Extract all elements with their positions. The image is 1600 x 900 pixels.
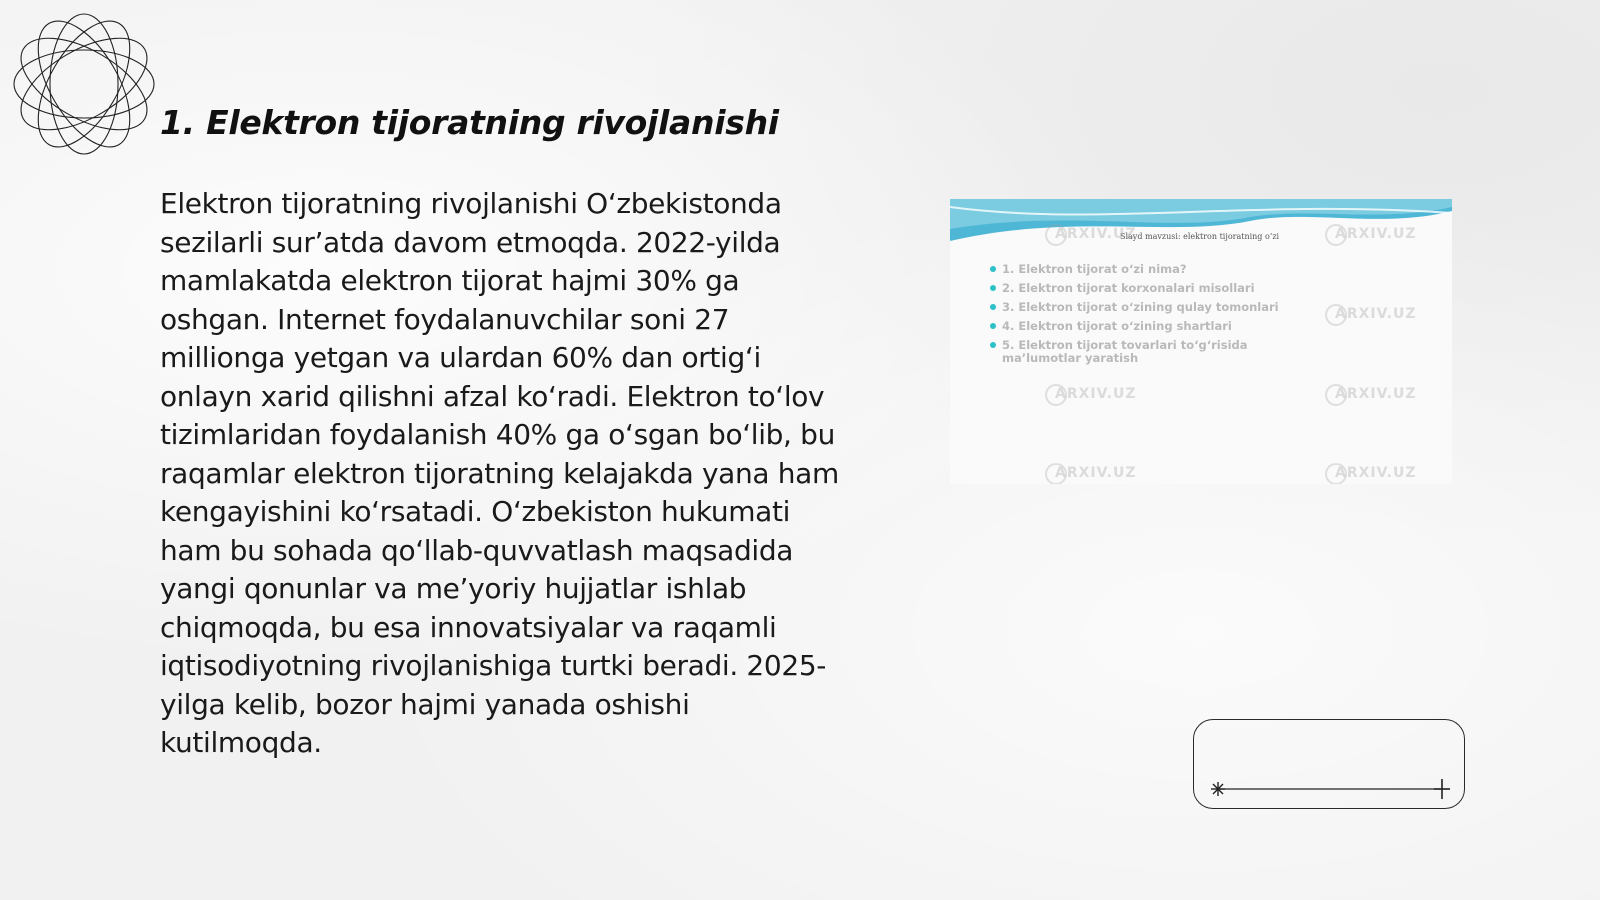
list-item: 1. Elektron tijorat o‘zi nima? [990, 263, 1330, 276]
watermark: ARXIV.UZ [1335, 465, 1417, 481]
sparkle-icon [1211, 782, 1225, 796]
frame-line [1194, 720, 1466, 810]
list-item: 5. Elektron tijorat tovarlari to‘g‘risida ma’lumotlar yaratish [990, 339, 1330, 365]
thumbnail-title: Slayd mavzusi: elektron tijoratning o‘zi [1120, 232, 1280, 241]
watermark: ARXIV.UZ [1055, 465, 1137, 481]
decorative-frame [1193, 719, 1465, 809]
plus-star-icon [1434, 779, 1450, 799]
thumbnail-list [990, 263, 1330, 371]
ornament-circles-icon [10, 10, 158, 158]
slide-title: 1. Elektron tijoratning rivojlanishi [160, 103, 779, 142]
slide-body-text: Elektron tijoratning rivojlanishi O‘zbekistonda sezilarli sur’atda davom etmoqda. 2022-yilda mamlakatda elektron tijorat hajmi 30% ga oshgan. Internet foydalanuvchilar soni 27 millionga yetgan va ulardan 60% dan ortig‘i onlayn xarid qilishni afzal ko‘radi. Elektron to‘lov tizimlaridan foydalanish 40% ga o‘sgan bo‘lib, bu raqamlar elektron tijoratning kelajakda yana ham kengayishini ko‘rsatadi. O‘zbekiston hukumati ham bu sohada qo‘llab-quvvatlash maqsadida yangi qonunlar va me’yoriy hujjatlar ishlab chiqmoqda, bu esa innovatsiyalar va raqamli iqtisodiyotning rivojlanishiga turtki beradi. 2025-yilga kelib, bozor hajmi yanada oshishi kutilmoqda. [160, 187, 839, 759]
watermark: ARXIV.UZ [1335, 226, 1417, 242]
slide-thumbnail-image [950, 199, 1452, 484]
watermark: ARXIV.UZ [1055, 386, 1137, 402]
watermark: ARXIV.UZ [1335, 306, 1417, 322]
list-item: 3. Elektron tijorat o‘zining qulay tomonlari [990, 301, 1330, 314]
watermark: ARXIV.UZ [1335, 386, 1417, 402]
list-item: 4. Elektron tijorat o‘zining shartlari [990, 320, 1330, 333]
watermark: ARXIV.UZ [1055, 226, 1137, 242]
list-item: 2. Elektron tijorat korxonalari misollari [990, 282, 1330, 295]
